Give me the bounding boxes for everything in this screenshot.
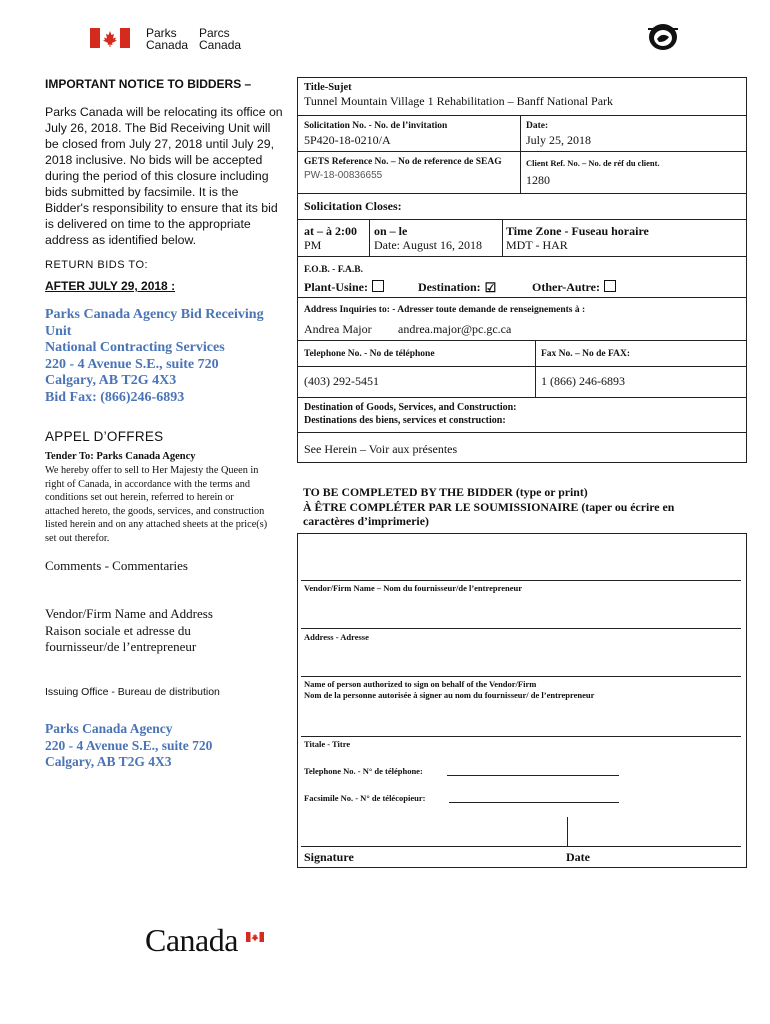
plant-usine-checkbox[interactable] — [372, 280, 384, 292]
telephone-field-label: Telephone No. - N° de téléphone: — [304, 766, 423, 776]
contact-email: andrea.major@pc.gc.ca — [398, 322, 512, 336]
closing-time-label: at – à 2:00 — [304, 224, 357, 238]
closing-date-value: Date: August 16, 2018 — [374, 238, 482, 252]
date-value: July 25, 2018 — [526, 133, 592, 147]
fax-value: 1 (866) 246-6893 — [541, 374, 625, 388]
other-autre-option[interactable] — [532, 280, 616, 295]
vendor-name-input[interactable] — [301, 540, 741, 578]
see-herein: See Herein – Voir aux présentes — [304, 442, 458, 456]
field-line — [301, 676, 741, 677]
gets-ref-label: GETS Reference No. – No de reference de SEAG — [304, 157, 502, 167]
issuing-office-label: Issuing Office - Bureau de distribution — [45, 686, 220, 698]
divider — [297, 340, 747, 341]
divider — [297, 397, 747, 398]
canada-wordmark-text: Canada — [145, 922, 238, 958]
client-ref-value: 1280 — [526, 173, 550, 187]
telephone-input[interactable] — [447, 760, 619, 774]
address-field-label: Address - Adresse — [304, 632, 369, 642]
parks-canada-wordmark-en: Parks Canada — [146, 26, 189, 52]
date-label: Date: — [526, 121, 549, 131]
field-line — [301, 846, 741, 847]
titale-input[interactable] — [301, 705, 741, 734]
time-zone-value: MDT - HAR — [506, 238, 568, 252]
destination-goods-label: Destination of Goods, Services, and Construction: Destinations des biens, services et construction: — [304, 402, 517, 426]
authorized-person-input[interactable] — [301, 642, 741, 674]
field-line — [449, 802, 619, 803]
after-date-heading: AFTER JULY 29, 2018 : — [45, 279, 176, 293]
issuing-office-address: Parks Canada Agency 220 - 4 Avenue S.E., suite 720 Calgary, AB T2G 4X3 — [45, 721, 213, 769]
solicitation-no-value: 5P420-18-0210/A — [304, 133, 391, 147]
fax-label: Fax No. – No de FAX: — [541, 349, 631, 359]
address-input[interactable] — [301, 592, 741, 626]
bid-receiving-address: Parks Canada Agency Bid Receiving Unit National Contracting Services 220 - 4 Avenue S.E., suite 720 Calgary, AB T2G 4X3 Bid Fax: (866)246-6893 — [45, 307, 264, 405]
return-bids-label: RETURN BIDS TO: — [45, 259, 149, 271]
bidder-section-heading: TO BE COMPLETED BY THE BIDDER (type or print) À ÊTRE COMPLÉTER PAR LE SOUMISSIONAIRE (taper ou écrire en caractères d’imprimerie) — [303, 485, 675, 528]
plant-usine-label: Plant-Usine: — [304, 280, 368, 294]
title-label: Title-Sujet — [304, 82, 352, 93]
signature-label: Signature — [304, 850, 354, 864]
divider — [297, 219, 747, 220]
divider — [297, 151, 747, 152]
other-autre-checkbox[interactable] — [604, 280, 616, 292]
date-field-label: Date — [566, 850, 590, 864]
destination-option[interactable] — [418, 280, 495, 295]
divider — [567, 817, 568, 846]
destination-label: Destination: — [418, 280, 481, 294]
field-line — [301, 580, 741, 581]
vendor-name-field-label: Vendor/Firm Name – Nom du fournisseur/de l’entrepreneur — [304, 583, 522, 593]
solicitation-no-label: Solicitation No. - No. de l’invitation — [304, 121, 448, 131]
address-inquiries-label: Address Inquiries to: - Adresser toute demande de renseignements à : — [304, 305, 586, 315]
field-line — [301, 736, 741, 737]
client-ref-label: Client Ref. No. – No. de réf du client. — [526, 158, 660, 168]
comments-label: Comments - Commentaries — [45, 558, 188, 573]
beaver-logo-icon — [644, 20, 682, 54]
field-line — [447, 775, 619, 776]
vendor-name-address-label: Vendor/Firm Name and Address Raison sociale et adresse du fournisseur/de l’entrepreneur — [45, 606, 213, 654]
field-line — [301, 628, 741, 629]
other-autre-label: Other-Autre: — [532, 280, 600, 294]
notice-body: Parks Canada will be relocating its office on July 26, 2018. The Bid Receiving Unit will be closed from July 27, 2018 until July 29, 2018 inclusive. No bids will be accepted during the period of this closure including bids submitted by facsimile. It is the Bidder's responsibility to ensure that its bid is delivered on time to the appropriate address as identified below. — [45, 105, 283, 247]
destination-checkbox[interactable]: ☑ — [484, 280, 497, 295]
parcs-canada-wordmark-fr: Parcs Canada — [199, 26, 242, 52]
tender-to: Tender To: Parks Canada Agency — [45, 451, 196, 462]
notice-title: IMPORTANT NOTICE TO BIDDERS – — [45, 77, 252, 91]
divider — [297, 432, 747, 433]
divider — [297, 297, 747, 298]
titale-field-label: Titale - Titre — [304, 739, 351, 749]
plant-usine-option[interactable] — [304, 280, 384, 295]
facsimile-field-label: Facsimile No. - N° de télécopieur: — [304, 793, 426, 803]
divider — [535, 340, 536, 397]
telephone-label: Telephone No. - No de téléphone — [304, 349, 435, 359]
divider — [520, 115, 521, 193]
divider — [297, 193, 747, 194]
signature-input[interactable] — [301, 817, 565, 845]
telephone-value: (403) 292-5451 — [304, 374, 379, 388]
contact-name: Andrea Major — [304, 322, 372, 336]
divider — [297, 115, 747, 116]
gets-ref-value: PW-18-00836655 — [304, 170, 383, 181]
time-zone-label: Time Zone - Fuseau horaire — [506, 224, 649, 238]
divider — [502, 219, 503, 256]
facsimile-input[interactable] — [449, 787, 619, 801]
date-input[interactable] — [569, 817, 741, 845]
authorized-person-field-label: Name of person authorized to sign on behalf of the Vendor/Firm Nom de la personne autorisée à signer au nom du fournisseur/ de l’entrepreneur — [304, 679, 595, 700]
divider — [369, 219, 370, 256]
fob-label: F.O.B. - F.A.B. — [304, 265, 363, 275]
canada-wordmark — [145, 922, 238, 959]
divider — [297, 366, 747, 367]
divider — [297, 256, 747, 257]
tender-body: We hereby offer to sell to Her Majesty the Queen in right of Canada, in accordance with the terms and conditions set out herein, referred to herein or attached hereto, the goods, services, and construction listed herein and on any attached sheets at the price(s) set out therefor. — [45, 465, 268, 544]
parks-canada-flag-icon — [90, 28, 130, 48]
closing-date-label: on – le — [374, 224, 408, 238]
title-value: Tunnel Mountain Village 1 Rehabilitation – Banff National Park — [304, 94, 614, 108]
appel-doffres-heading: APPEL D’OFFRES — [45, 429, 164, 444]
canada-wordmark-flag-icon — [246, 929, 264, 939]
closing-time-value: PM — [304, 238, 322, 252]
solicitation-closes-label: Solicitation Closes: — [304, 199, 402, 213]
